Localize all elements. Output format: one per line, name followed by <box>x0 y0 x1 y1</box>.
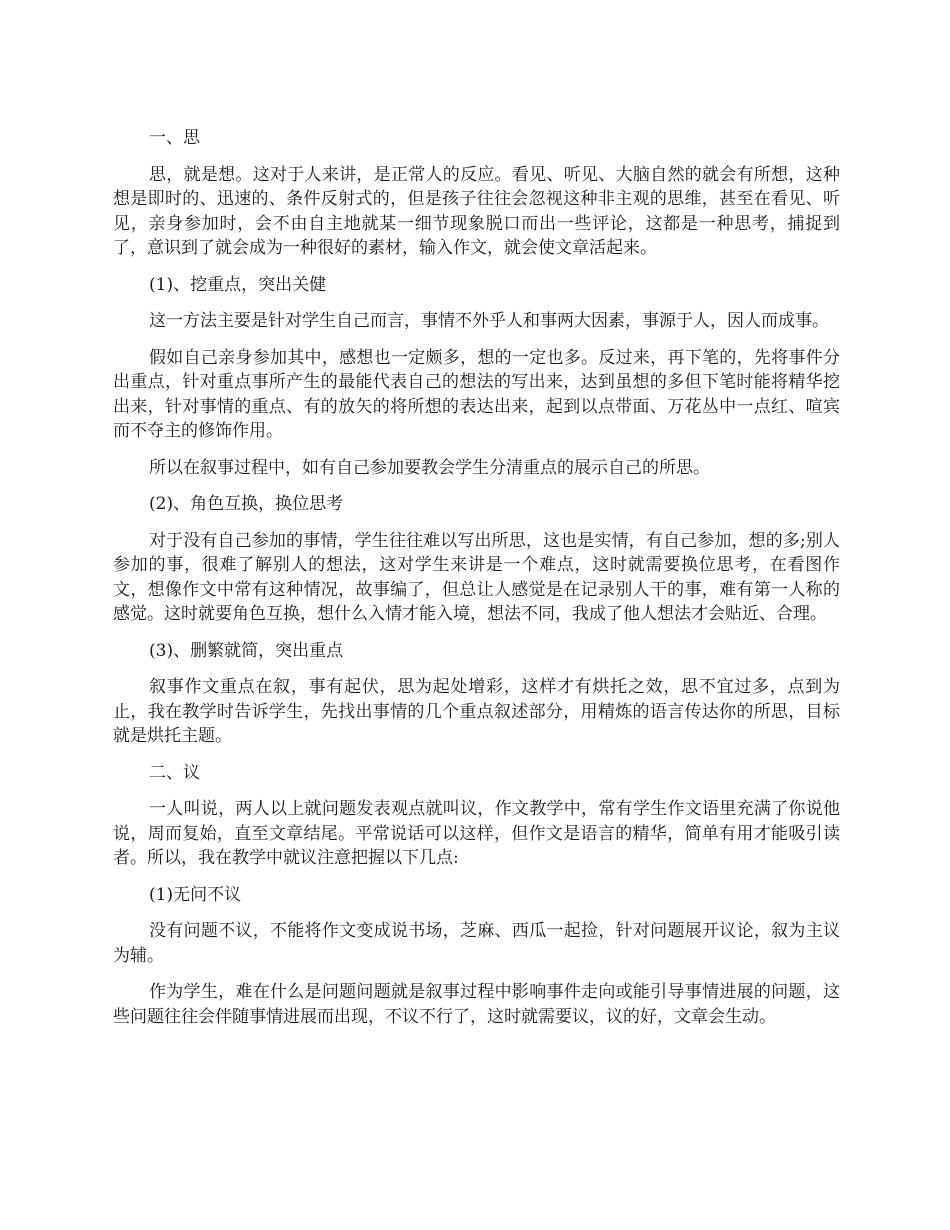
paragraph: 假如自己亲身参加其中，感想也一定颇多，想的一定也多。反过来，再下笔的，先将事件分出重点，针对重点事所产生的最能代表自己的想法的写出来，达到虽想的多但下笔时能将精华挖出来，针对事情的重点、有的放矢的将所想的表达出来，起到以点带面、万花丛中一点红、喧宾而不夺主的修饰作用。 <box>113 347 840 441</box>
paragraph: 所以在叙事过程中，如有自己参加要教会学生分清重点的展示自己的所思。 <box>149 457 710 478</box>
paragraph: 叙事作文重点在叙，事有起伏，思为起处增彩，这样才有烘托之效，思不宜过多，点到为止，我在教学时告诉学生，先找出事情的几个重点叙述部分，用精炼的语言传达你的所思，目标就是烘托主题。 <box>113 677 840 746</box>
section-heading-2: 二、议 <box>149 762 200 783</box>
subsection-heading: (2)、角色互换，换位思考 <box>149 494 344 514</box>
subsection-heading: (1)、挖重点，突出关健 <box>149 274 327 295</box>
document-body <box>113 126 840 1041</box>
paragraph: 思，就是想。这对于人来讲，是正常人的反应。看见、听见、大脑自然的就会有所想，这种想是即时的、迅速的、条件反射式的，但是孩子往往会忽视这种非主观的思维，甚至在看见、听见，亲身参加时，会不由自主地就某一细节现象脱口而出一些评论，这都是一种思考，捕捉到了，意识到了就会成为一种很好的素材，输入作文，就会使文章活起来。 <box>113 164 840 258</box>
paragraph: 这一方法主要是针对学生自己而言，事情不外乎人和事两大因素，事源于人，因人而成事。 <box>149 311 829 331</box>
subsection-heading: (3)、删繁就简，突出重点 <box>149 640 344 661</box>
section-heading-1: 一、思 <box>149 128 200 148</box>
paragraph: 对于没有自己参加的事情，学生往往难以写出所思，这也是实情，有自己参加，想的多;别人参加的事，很难了解别人的想法，这对学生来讲是一个难点，这时就需要换位思考，在看图作文，想像作文中常有这种情况，故事编了，但总让人感觉是在记录别人干的事，难有第一人称的感觉。这时就要角色互换，想什么入情才能入境，想法不同，我成了他人想法才会贴近、合理。 <box>113 530 840 624</box>
paragraph: 作为学生，难在什么是问题问题就是叙事过程中影响事件走向或能引导事情进展的问题，这些问题往往会伴随事情进展而出现，不议不行了，这时就需要议，议的好，文章会生动。 <box>113 982 840 1027</box>
paragraph: 没有问题不议，不能将作文变成说书场，芝麻、西瓜一起捡，针对问题展开议论，叙为主议为辅。 <box>113 921 840 966</box>
paragraph: 一人叫说，两人以上就问题发表观点就叫议，作文教学中，常有学生作文语里充满了你说他说，周而复始，直至文章结尾。平常说话可以这样，但作文是语言的精华，简单有用才能吸引读者。所以，我在教学中就议注意把握以下几点: <box>113 799 840 868</box>
subsection-heading: (1)无问不议 <box>149 884 242 905</box>
